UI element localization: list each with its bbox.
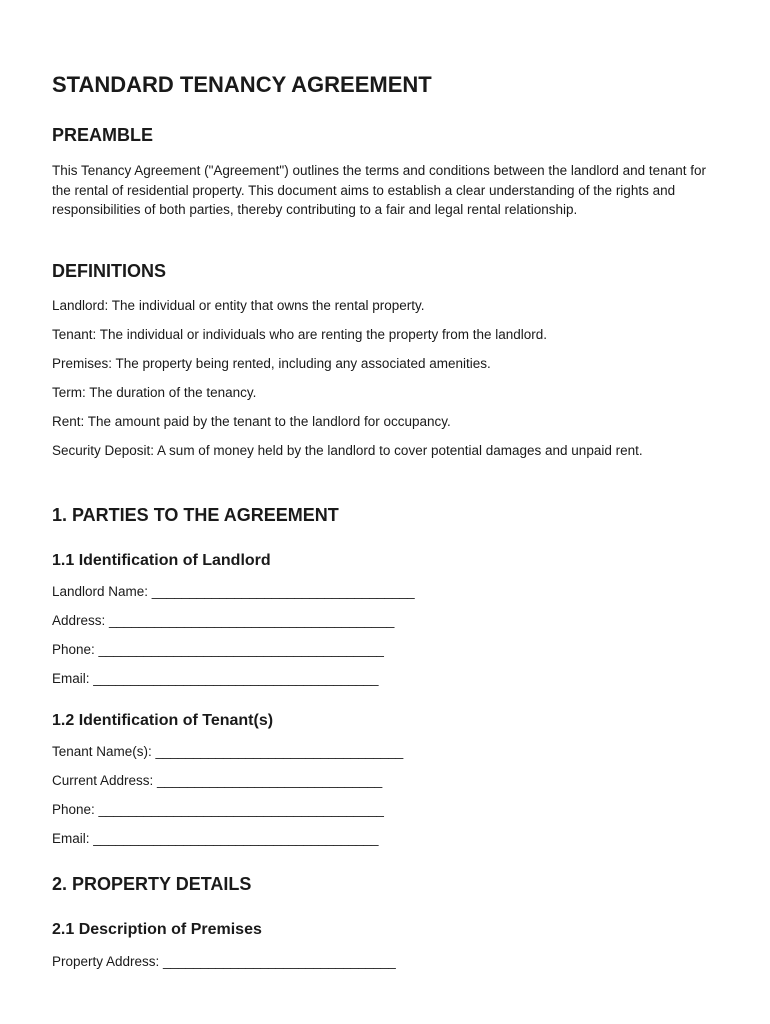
document-title: STANDARD TENANCY AGREEMENT <box>52 72 432 97</box>
landlord-email-field: Email: ______________________________________ <box>52 671 379 686</box>
definition-tenant: Tenant: The individual or individuals who are renting the property from the landlord. <box>52 327 548 342</box>
section-1-1-heading: 1.1 Identification of Landlord <box>52 552 271 569</box>
definition-landlord: Landlord: The individual or entity that owns the rental property. <box>52 298 425 313</box>
definition-security-deposit: Security Deposit: A sum of money held by the landlord to cover potential damages and unpaid rent. <box>52 443 643 458</box>
section-1-2-heading: 1.2 Identification of Tenant(s) <box>52 712 274 729</box>
definitions-heading: DEFINITIONS <box>52 261 167 281</box>
tenant-address-field: Current Address: ______________________________ <box>52 773 383 788</box>
section-2-heading: 2. PROPERTY DETAILS <box>52 874 252 894</box>
section-1-heading: 1. PARTIES TO THE AGREEMENT <box>52 505 339 525</box>
landlord-address-field: Address: ______________________________________ <box>52 613 395 628</box>
definition-rent: Rent: The amount paid by the tenant to the landlord for occupancy. <box>52 414 451 429</box>
landlord-name-field: Landlord Name: ___________________________________ <box>52 584 415 599</box>
property-address-field: Property Address: _______________________________ <box>52 954 396 969</box>
tenant-email-field: Email: ______________________________________ <box>52 831 379 846</box>
preamble-text: This Tenancy Agreement ("Agreement") outlines the terms and conditions between the landlord and tenant for the rental of residential property. This document aims to establish a clear understanding of the rights and responsibilities of both parties, thereby contributing to a fair and legal rental relationship. <box>52 163 706 218</box>
section-2-1-heading: 2.1 Description of Premises <box>52 921 262 938</box>
definition-term: Term: The duration of the tenancy. <box>52 385 257 400</box>
tenant-phone-field: Phone: ______________________________________ <box>52 802 384 817</box>
tenant-name-field: Tenant Name(s): _________________________________ <box>52 744 404 759</box>
definition-premises: Premises: The property being rented, including any associated amenities. <box>52 356 491 371</box>
preamble-heading: PREAMBLE <box>52 125 154 145</box>
landlord-phone-field: Phone: ______________________________________ <box>52 642 384 657</box>
